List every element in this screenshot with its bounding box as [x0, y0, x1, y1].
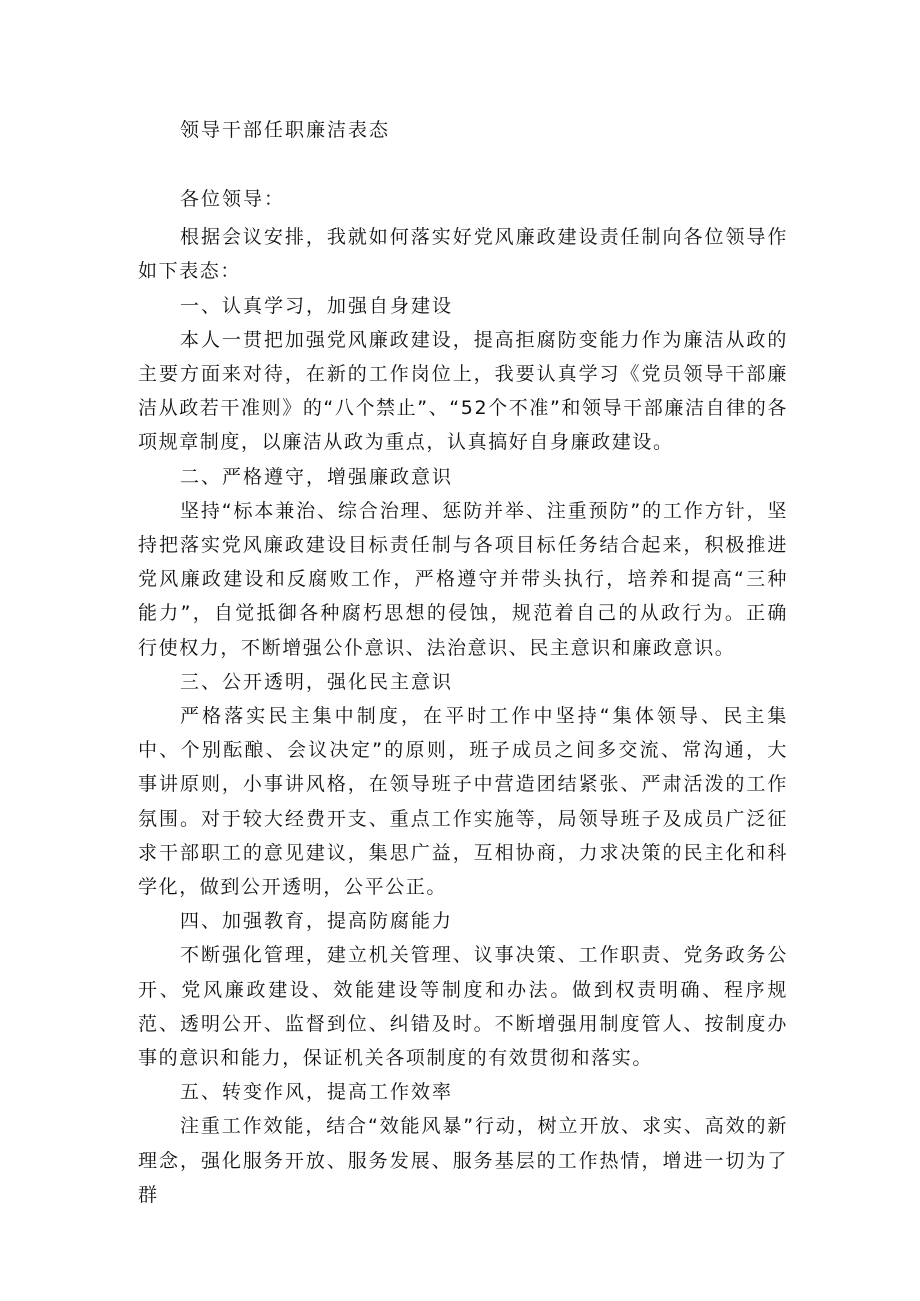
- section-heading: 四、加强教育，提高防腐能力: [180, 910, 454, 933]
- section-heading: 五、转变作风，提高工作效率: [180, 1081, 454, 1104]
- body-paragraph: 根据会议安排，我就如何落实好党风廉政建设责任制向各位领导作如下表态：: [138, 226, 788, 283]
- section-heading: 三、公开透明，强化民主意识: [180, 670, 454, 693]
- document-title: 领导干部任职廉洁表态: [180, 119, 391, 141]
- body-paragraph: 不断强化管理，建立机关管理、议事决策、工作职责、党务政务公开、党风廉政建设、效能建设等制度和办法。做到权责明确、程序规范、透明公开、监督到位、纠错及时。不断增强用制度管人、按制度办事的意识和能力，保证机关各项制度的有效贯彻和落实。: [138, 944, 788, 1070]
- body-paragraph: 严格落实民主集中制度，在平时工作中坚持“集体领导、民主集中、个别酝酿、会议决定”的原则，班子成员之间多交流、常沟通，大事讲原则，小事讲风格，在领导班子中营造团结紧张、严肃活泼的工作氛围。对于较大经费开支、重点工作实施等，局领导班子及成员广泛征求干部职工的意见建议，集思广益，互相协商，力求决策的民主化和科学化，做到公开透明，公平公正。: [138, 705, 788, 899]
- body-paragraph: 本人一贯把加强党风廉政建设，提高拒腐防变能力作为廉洁从政的主要方面来对待，在新的工作岗位上，我要认真学习《党员领导干部廉洁从政若干准则》的“八个禁止”、“52个不准”和领导干部廉洁自律的各项规章制度，以廉洁从政为重点，认真搞好自身廉政建设。: [138, 328, 788, 454]
- body-paragraph: 坚持“标本兼治、综合治理、惩防并举、注重预防”的工作方针，坚持把落实党风廉政建设目标责任制与各项目标任务结合起来，积极推进党风廉政建设和反腐败工作，严格遵守并带头执行，培养和提高“三种能力”，自觉抵御各种腐朽思想的侵蚀，规范着自己的从政行为。正确行使权力，不断增强公仆意识、法治意识、民主意识和廉政意识。: [138, 499, 788, 659]
- body-paragraph: 注重工作效能，结合“效能风暴”行动，树立开放、求实、高效的新理念，强化服务开放、服务发展、服务基层的工作热情，增进一切为了群: [138, 1115, 788, 1206]
- section-heading: 一、认真学习，加强自身建设: [180, 294, 454, 317]
- salutation: 各位领导：: [180, 188, 286, 210]
- document-body: [138, 182, 788, 1212]
- section-heading: 二、严格遵守，增强廉政意识: [180, 465, 454, 488]
